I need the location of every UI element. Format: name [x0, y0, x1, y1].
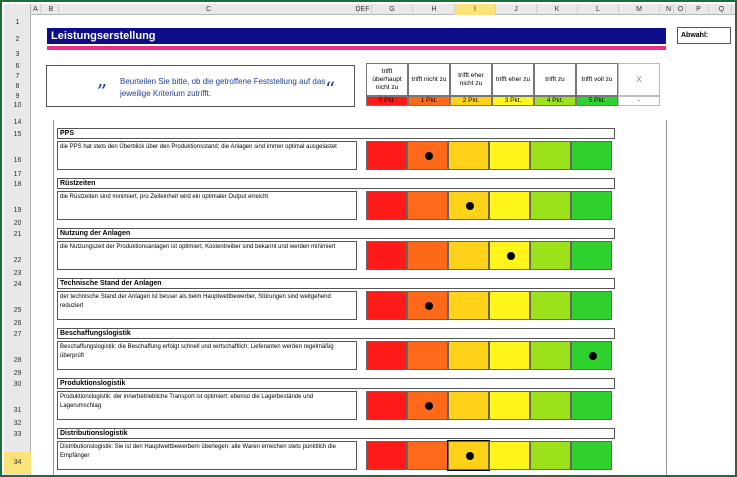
criterion-description: die Nutzungszeit der Produktionsanlagen ist optimiert, Kostentreiber sind bekannt und werden minimiert [57, 241, 357, 270]
rating-cell-1[interactable] [407, 441, 448, 470]
page-title: Leistungserstellung [47, 28, 666, 44]
rating-cell-2[interactable] [448, 391, 489, 420]
selected-dot-icon [466, 452, 474, 460]
rating-cell-2[interactable] [448, 241, 489, 270]
title-underline [47, 46, 666, 50]
criterion-description: Distributionslogistik: Sie ist den Hauptwettbewerbern überlegen; alle Waren erreichen stets pünktlich die Empfänger [57, 441, 357, 470]
rating-cell-1[interactable] [407, 391, 448, 420]
rating-cell-2[interactable] [448, 191, 489, 220]
scale-header-0: trifft überhaupt nicht zu [366, 63, 408, 96]
column-header-i[interactable]: I [455, 4, 496, 15]
row-header-31[interactable]: 31 [13, 407, 22, 414]
selected-dot-icon [425, 402, 433, 410]
rating-cell-0[interactable] [366, 191, 407, 220]
row-header-14[interactable]: 14 [13, 119, 22, 126]
rating-cell-5[interactable] [571, 441, 612, 470]
criterion-description: Beschaffungslogistik: die Beschaffung erfolgt schnell und wirtschaftlich; Lieferanten werden regelmäßig überprüft [57, 341, 357, 370]
row-header-34[interactable]: 34 [4, 452, 31, 474]
rating-cell-1[interactable] [407, 141, 448, 170]
criterion-description: der technische Stand der Anlagen ist besser als beim Hauptwettbewerber, Störungen sind weitgehend reduziert [57, 291, 357, 320]
rating-cell-4[interactable] [530, 341, 571, 370]
rating-cell-5[interactable] [571, 391, 612, 420]
criterion-title: Nutzung der Anlagen [57, 228, 615, 239]
rating-cell-0[interactable] [366, 441, 407, 470]
rating-cell-1[interactable] [407, 191, 448, 220]
scale-header-1: trifft nicht zu [408, 63, 450, 96]
rating-cell-5[interactable] [571, 141, 612, 170]
row-header-20[interactable]: 20 [13, 220, 22, 227]
row-header-29[interactable]: 29 [13, 370, 22, 377]
rating-cell-4[interactable] [530, 241, 571, 270]
criterion-title: Produktionslogistik [57, 378, 615, 389]
rating-cell-0[interactable] [366, 391, 407, 420]
selected-dot-icon [589, 352, 597, 360]
selected-dot-icon [466, 202, 474, 210]
row-header-18[interactable]: 18 [13, 181, 22, 188]
row-header-30[interactable]: 30 [13, 381, 22, 388]
row-header-22[interactable]: 22 [13, 257, 22, 264]
row-header-26[interactable]: 26 [13, 320, 22, 327]
scale-header-4: trifft zu [534, 63, 576, 96]
row-header-6[interactable]: 6 [15, 63, 20, 70]
column-header-n[interactable]: N [664, 4, 674, 15]
criterion-title: Technische Stand der Anlagen [57, 278, 615, 289]
rating-cell-2[interactable] [448, 341, 489, 370]
rating-cell-3[interactable] [489, 441, 530, 470]
row-header-1[interactable]: 1 [15, 19, 20, 26]
column-header-k[interactable]: K [537, 4, 578, 15]
scale-points-2: 2 Pkt. [450, 96, 492, 106]
column-header-m[interactable]: M [619, 4, 660, 15]
rating-cell-3[interactable] [489, 341, 530, 370]
column-header-q[interactable]: Q [712, 4, 732, 15]
row-header-7[interactable]: 7 [15, 73, 20, 80]
rating-cell-5[interactable] [571, 341, 612, 370]
rating-cell-1[interactable] [407, 341, 448, 370]
rating-cell-2[interactable] [448, 441, 489, 470]
scale-header-6: X [618, 63, 660, 96]
criterion-description: die PPS hat stets den Überblick über den Produktionsstand; die Anlagen sind immer optimal ausgelastet [57, 141, 357, 170]
row-header-8[interactable]: 8 [15, 83, 20, 90]
rating-scale-header [366, 63, 658, 107]
row-header-9[interactable]: 9 [15, 93, 20, 100]
scale-header-2: trifft eher nicht zu [450, 63, 492, 96]
criterion-title: PPS [57, 128, 615, 139]
row-header-21[interactable]: 21 [13, 231, 22, 238]
rating-cell-3[interactable] [489, 191, 530, 220]
scale-points-0: 0 Pkt. [366, 96, 408, 106]
scale-points-4: 4 Pkt. [534, 96, 576, 106]
rating-cell-3[interactable] [489, 241, 530, 270]
criterion-title: Beschaffungslogistik [57, 328, 615, 339]
rating-cell-4[interactable] [530, 391, 571, 420]
row-header-33[interactable]: 33 [13, 431, 22, 438]
rating-cell-5[interactable] [571, 191, 612, 220]
row-header-24[interactable]: 24 [13, 281, 22, 288]
column-header-g[interactable]: G [372, 4, 413, 15]
selected-dot-icon [507, 252, 515, 260]
instruction-text: Beurteilen Sie bitte, ob die getroffene Feststellung auf das jeweilige Kriterium zutrifft. [120, 77, 326, 98]
row-header-32[interactable]: 32 [13, 420, 22, 427]
instruction-box [46, 65, 355, 107]
row-header-28[interactable]: 28 [13, 357, 22, 364]
row-header-23[interactable]: 23 [13, 270, 22, 277]
criterion-description: Produktionslogistik: der innerbetriebliche Transport ist optimiert; ebenso die Lagerbestände und Lagerumschlag [57, 391, 357, 420]
rating-cell-3[interactable] [489, 291, 530, 320]
criterion-title: Distributionslogistik [57, 428, 615, 439]
column-header-l[interactable]: L [578, 4, 619, 15]
rating-cell-2[interactable] [448, 141, 489, 170]
criterion-description: die Rüstzeiten sind minimiert, pro Zeiteinheit wird ein optimaler Output erreicht [57, 191, 357, 220]
select-all-corner[interactable] [4, 4, 31, 15]
scale-points-3: 3 Pkt. [492, 96, 534, 106]
criterion-title: Rüstzeiten [57, 178, 615, 189]
rating-cell-0[interactable] [366, 141, 407, 170]
column-header-def[interactable]: DEF [354, 4, 372, 15]
row-header-17[interactable]: 17 [13, 171, 22, 178]
rating-cell-2[interactable] [448, 291, 489, 320]
row-header-25[interactable]: 25 [13, 307, 22, 314]
column-header-o[interactable]: O [676, 4, 686, 15]
column-header-bar [4, 4, 737, 15]
column-header-h[interactable]: H [414, 4, 455, 15]
rating-cell-4[interactable] [530, 191, 571, 220]
column-header-c[interactable]: C [59, 4, 359, 15]
rating-cell-4[interactable] [530, 291, 571, 320]
rating-cell-1[interactable] [407, 291, 448, 320]
column-header-b[interactable]: B [44, 4, 59, 15]
scale-header-5: trifft voll zu [576, 63, 618, 96]
close-quote-icon: “ [325, 77, 336, 101]
rating-cell-3[interactable] [489, 141, 530, 170]
row-header-3[interactable]: 3 [15, 51, 20, 58]
column-header-p[interactable]: P [689, 4, 709, 15]
scale-points-6: - [618, 96, 660, 106]
scale-header-3: trifft eher zu [492, 63, 534, 96]
row-header-19[interactable]: 19 [13, 207, 22, 214]
rating-cell-4[interactable] [530, 141, 571, 170]
sheet-area[interactable] [32, 15, 737, 477]
open-quote-icon: „ [97, 67, 108, 91]
row-header-bar [4, 15, 31, 477]
column-header-j[interactable]: J [496, 4, 537, 15]
rating-cell-1[interactable] [407, 241, 448, 270]
row-header-16[interactable]: 16 [13, 157, 22, 164]
selected-dot-icon [425, 152, 433, 160]
rating-cell-0[interactable] [366, 341, 407, 370]
rating-cell-5[interactable] [571, 291, 612, 320]
row-header-15[interactable]: 15 [13, 131, 22, 138]
rating-cell-4[interactable] [530, 441, 571, 470]
row-header-2[interactable]: 2 [15, 36, 20, 43]
auswahl-field[interactable]: Abwahl: [677, 27, 731, 44]
rating-cell-5[interactable] [571, 241, 612, 270]
selected-dot-icon [425, 302, 433, 310]
row-header-27[interactable]: 27 [13, 331, 22, 338]
column-header-a[interactable]: A [31, 4, 41, 15]
scale-points-5: 5 Pkt. [576, 96, 618, 106]
rating-cell-0[interactable] [366, 291, 407, 320]
rating-cell-0[interactable] [366, 241, 407, 270]
row-header-10[interactable]: 10 [13, 102, 22, 109]
scale-points-1: 1 Pkt. [408, 96, 450, 106]
rating-cell-3[interactable] [489, 391, 530, 420]
